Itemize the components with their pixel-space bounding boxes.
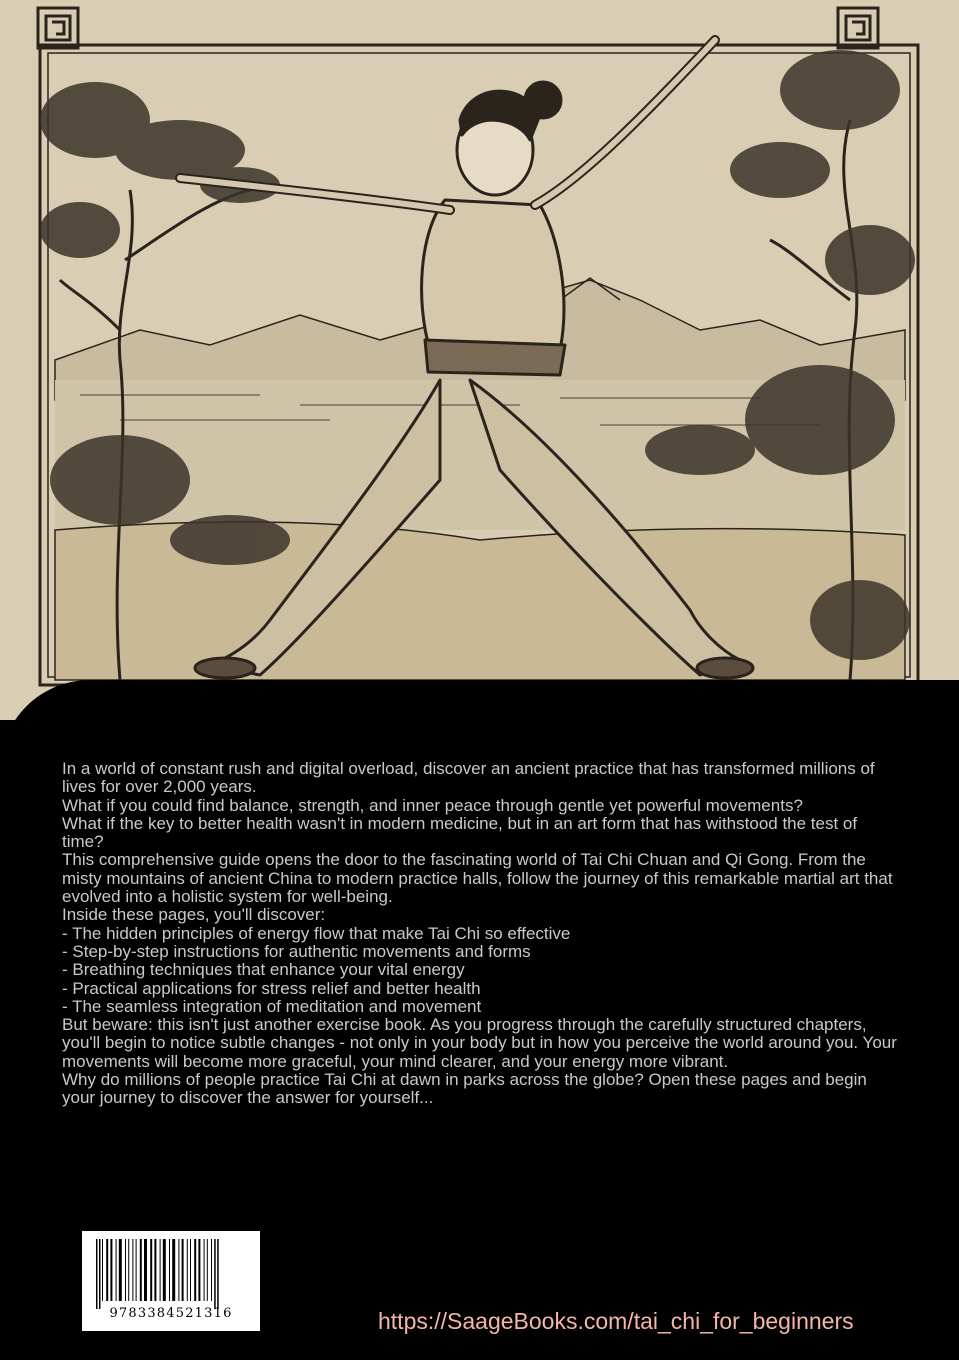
barcode-bar: [136, 1239, 137, 1301]
barcode-bar: [132, 1239, 133, 1301]
barcode-bar: [99, 1239, 101, 1309]
barcode-bar: [182, 1239, 184, 1301]
blurb-question-balance: What if you could find balance, strength, and inner peace through gentle yet powerful movements?: [62, 795, 803, 815]
blurb-list-item: - Practical applications for stress relief and better health: [62, 978, 481, 998]
barcode-bar: [178, 1239, 179, 1301]
barcode-bar: [102, 1239, 103, 1301]
barcode-bar: [217, 1239, 219, 1309]
barcode-bar: [140, 1239, 142, 1301]
blurb-list-item: - The hidden principles of energy flow that make Tai Chi so effective: [62, 923, 571, 943]
barcode-bar: [96, 1239, 98, 1309]
barcode-bar: [160, 1239, 161, 1301]
back-cover-blurb: [62, 760, 902, 1108]
blurb-paragraph-closing: Why do millions of people practice Tai Chi at dawn in parks across the globe? Open these pages and begin your journey to discover the answer for yourself...: [62, 1070, 867, 1108]
blurb-list-item: - Breathing techniques that enhance your vital energy: [62, 960, 465, 980]
barcode-bar: [154, 1239, 156, 1301]
barcode-bar: [169, 1239, 170, 1301]
blurb-list-item: - Step-by-step instructions for authentic movements and forms: [62, 941, 531, 961]
publisher-url-link[interactable]: https://SaageBooks.com/tai_chi_for_beginners: [378, 1308, 854, 1334]
barcode-bar: [128, 1239, 129, 1301]
barcode-bar: [150, 1239, 152, 1301]
barcode-bar: [194, 1239, 196, 1301]
blurb-paragraph-guide: This comprehensive guide opens the door to the fascinating world of Tai Chi Chuan and Qi Gong. From the misty mountains of ancient China to modern practice halls, follow the journey of this remarkable martial art that evolved into a holistic system for well-being.: [62, 850, 893, 907]
barcode-bar: [214, 1239, 216, 1309]
blurb-question-health: What if the key to better health wasn't in modern medicine, but in an art form that has withstood the test of time?: [62, 813, 858, 852]
barcode-bar: [116, 1239, 117, 1301]
barcode-bar: [187, 1239, 188, 1301]
barcode-bar: [198, 1239, 200, 1301]
barcode-bar: [190, 1239, 191, 1301]
blurb-paragraph-beware: But beware: this isn't just another exercise book. As you progress through the carefully structured chapters, you'll begin to notice subtle changes - not only in your body but in how you perceive the world around you. Your movements will become more graceful, your mind clearer, and your energy more vibrant.: [62, 1015, 897, 1071]
barcode-bar: [211, 1239, 212, 1301]
barcode-bar: [144, 1239, 147, 1301]
blurb-list-item: - The seamless integration of meditation and movement: [62, 996, 482, 1016]
isbn-number: 9783384521316: [109, 1306, 233, 1321]
blurb-list-heading: Inside these pages, you'll discover:: [62, 905, 326, 925]
barcode-bar: [163, 1239, 166, 1301]
blurb-paragraph-intro: In a world of constant rush and digital overload, discover an ancient practice that has transformed millions of lives for over 2,000 years.: [62, 759, 875, 797]
barcode-bar: [106, 1239, 108, 1301]
barcode-bar: [204, 1239, 205, 1301]
barcode-bar: [172, 1239, 175, 1301]
barcode-bar: [207, 1239, 208, 1301]
barcode-bar: [119, 1239, 122, 1301]
barcode-bar: [125, 1239, 126, 1301]
barcode-bar: [110, 1239, 112, 1301]
